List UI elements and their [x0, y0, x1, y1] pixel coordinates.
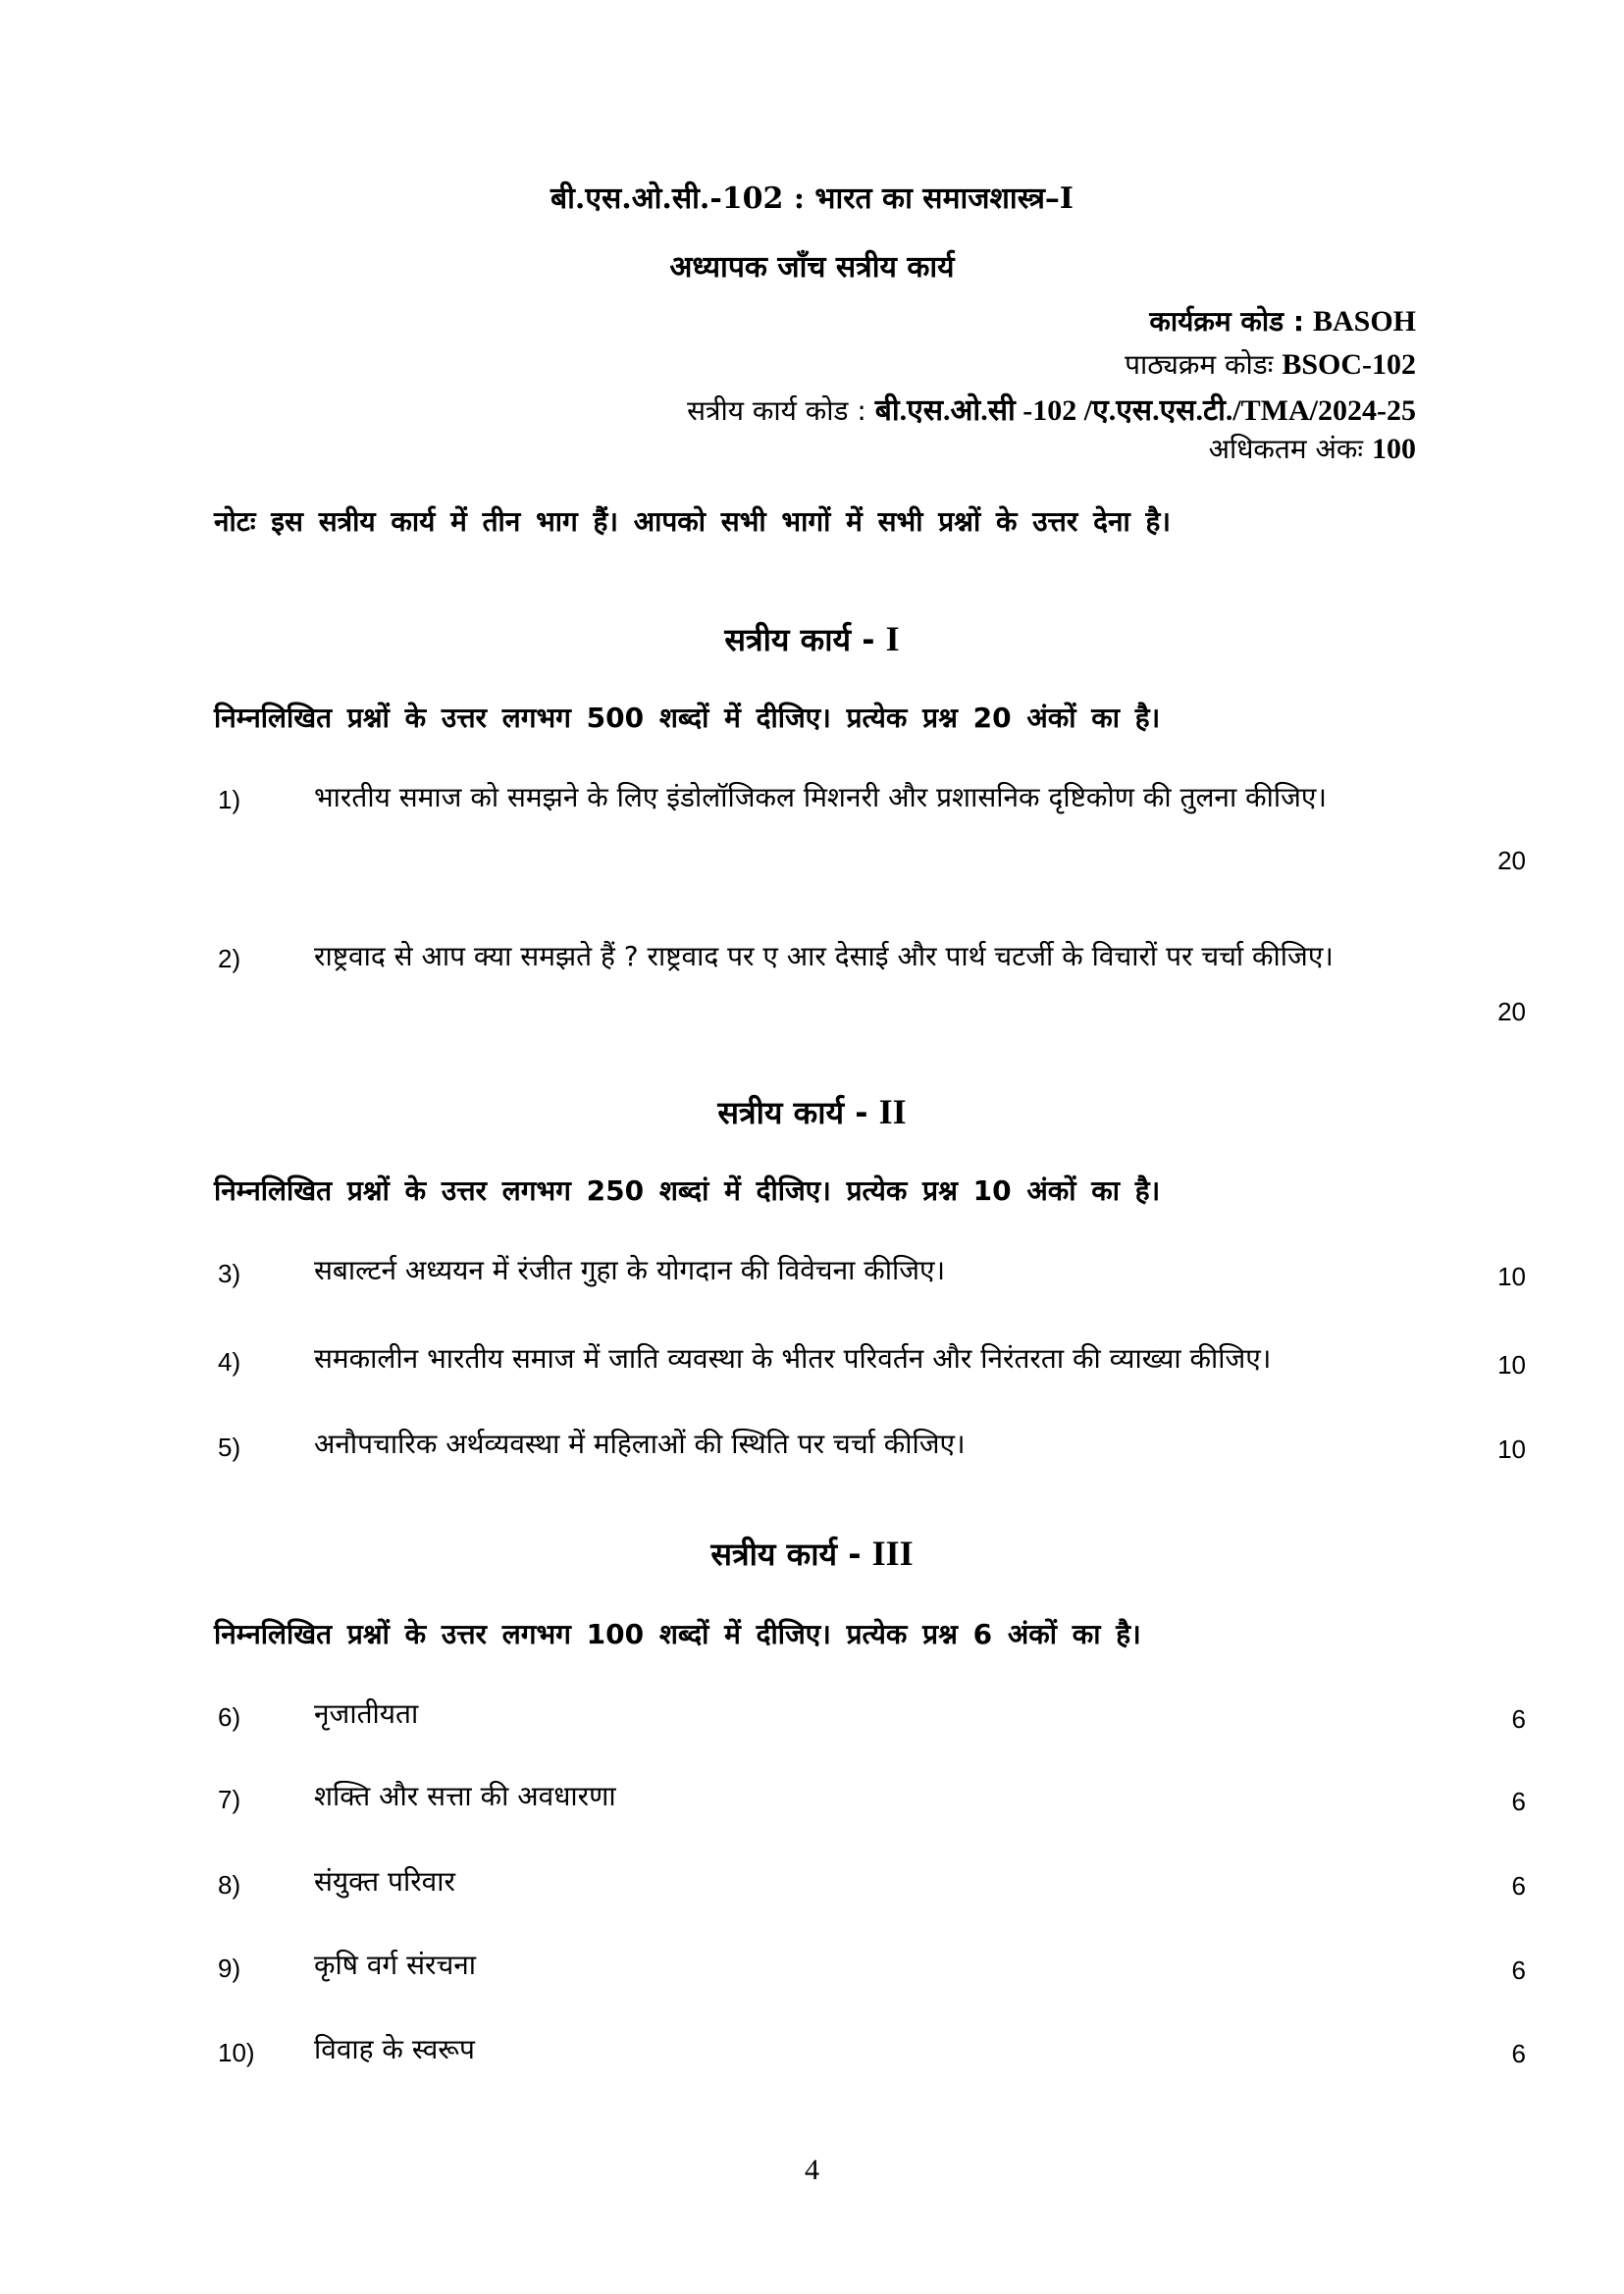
question-text: राष्ट्रवाद से आप क्या समझते हैं ? राष्ट्रवाद पर ए आर देसाई और पार्थ चटर्जी के विचारों पर चर्चा कीजिए।	[314, 940, 1334, 972]
question-number: 1)	[218, 785, 241, 814]
program-code-value: BASOH	[1312, 305, 1416, 338]
section-roman: II	[878, 1092, 907, 1131]
section-title-1	[0, 618, 1624, 660]
page-subtitle: अध्यापक जाँच सत्रीय कार्य	[669, 250, 955, 285]
question-text: संयुक्त परिवार	[314, 1865, 455, 1898]
assignment-code-label: सत्रीय कार्य कोड :	[687, 394, 866, 427]
max-marks-value: 100	[1372, 433, 1416, 465]
assignment-code-line	[435, 389, 1416, 429]
section-roman: III	[871, 1534, 914, 1573]
question-number: 8)	[218, 1870, 241, 1900]
question-number: 10)	[218, 2038, 255, 2067]
question-marks: 20	[1497, 846, 1526, 875]
max-marks-line	[435, 430, 1416, 467]
section-instruction-1: निम्नलिखित प्रश्नों के उत्तर लगभग 500 शब्दों में दीजिए। प्रत्येक प्रश्न 20 अंकों का है।	[214, 702, 1161, 734]
section-title-label: सत्रीय कार्य -	[710, 1536, 862, 1573]
question-number: 7)	[218, 1785, 241, 1814]
course-code-line	[435, 345, 1416, 383]
section-instruction-3: निम्नलिखित प्रश्नों के उत्तर लगभग 100 शब्दों में दीजिए। प्रत्येक प्रश्न 6 अंकों का है।	[214, 1618, 1141, 1650]
section-instruction-2: निम्नलिखित प्रश्नों के उत्तर लगभग 250 शब्दां में दीजिए। प्रत्येक प्रश्न 10 अंकों का है।	[214, 1174, 1161, 1207]
question-marks: 6	[1511, 1787, 1526, 1816]
question-number: 5)	[218, 1433, 241, 1462]
program-code-label: कार्यक्रम कोड :	[1149, 305, 1305, 338]
question-marks: 20	[1497, 997, 1526, 1026]
question-text: सबाल्टर्न अध्ययन में रंजीत गुहा के योगदान की विवेचना कीजिए।	[314, 1254, 946, 1286]
section-title-3	[0, 1533, 1624, 1575]
section-title-label: सत्रीय कार्य -	[724, 621, 875, 658]
question-marks: 10	[1497, 1350, 1526, 1380]
program-code-line	[435, 302, 1416, 339]
question-marks: 10	[1497, 1434, 1526, 1464]
section-roman: I	[885, 619, 900, 658]
assignment-code-value: बी.एस.ओ.सी -102 /ए.एस.एस.टी./TMA/2024-25	[874, 394, 1416, 427]
course-code-label: पाठ्यक्रम कोडः	[1125, 348, 1274, 381]
note-text: नोटः इस सत्रीय कार्य में तीन भाग हैं। आपको सभी भागों में सभी प्रश्नों के उत्तर देना है।	[214, 505, 1171, 538]
question-marks: 6	[1511, 1871, 1526, 1901]
question-number: 6)	[218, 1702, 241, 1732]
max-marks-label: अधिकतम अंकः	[1208, 433, 1364, 465]
question-text: नृजातीयता	[314, 1697, 419, 1730]
section-title-label: सत्रीय कार्य -	[717, 1094, 868, 1131]
course-code-value: BSOC-102	[1282, 348, 1416, 381]
page-number: 4	[805, 2154, 819, 2186]
question-marks: 6	[1511, 2039, 1526, 2068]
question-text: समकालीन भारतीय समाज में जाति व्यवस्था के भीतर परिवर्तन और निरंतरता की व्याख्या कीजिए।	[314, 1342, 1272, 1375]
question-text: अनौपचारिक अर्थव्यवस्था में महिलाओं की स्थिति पर चर्चा कीजिए।	[314, 1428, 966, 1460]
section-title-2	[0, 1091, 1624, 1133]
question-marks: 6	[1511, 1704, 1526, 1734]
question-marks: 10	[1497, 1262, 1526, 1291]
question-number: 4)	[218, 1347, 241, 1377]
question-number: 2)	[218, 944, 241, 973]
question-text: कृषि वर्ग संरचना	[314, 1949, 477, 1981]
question-text: विवाह के स्वरूप	[314, 2033, 475, 2065]
question-number: 9)	[218, 1954, 241, 1983]
question-text: भारतीय समाज को समझने के लिए इंडोलॉजिकल मिशनरी और प्रशासनिक दृष्टिकोण की तुलना कीजिए।	[314, 781, 1328, 813]
question-marks: 6	[1511, 1955, 1526, 1985]
page-title: बी.एस.ओ.सी.-102 : भारत का समाजशास्त्र–I	[550, 182, 1074, 216]
question-text: शक्ति और सत्ता की अवधारणा	[314, 1780, 616, 1812]
question-number: 3)	[218, 1259, 241, 1288]
